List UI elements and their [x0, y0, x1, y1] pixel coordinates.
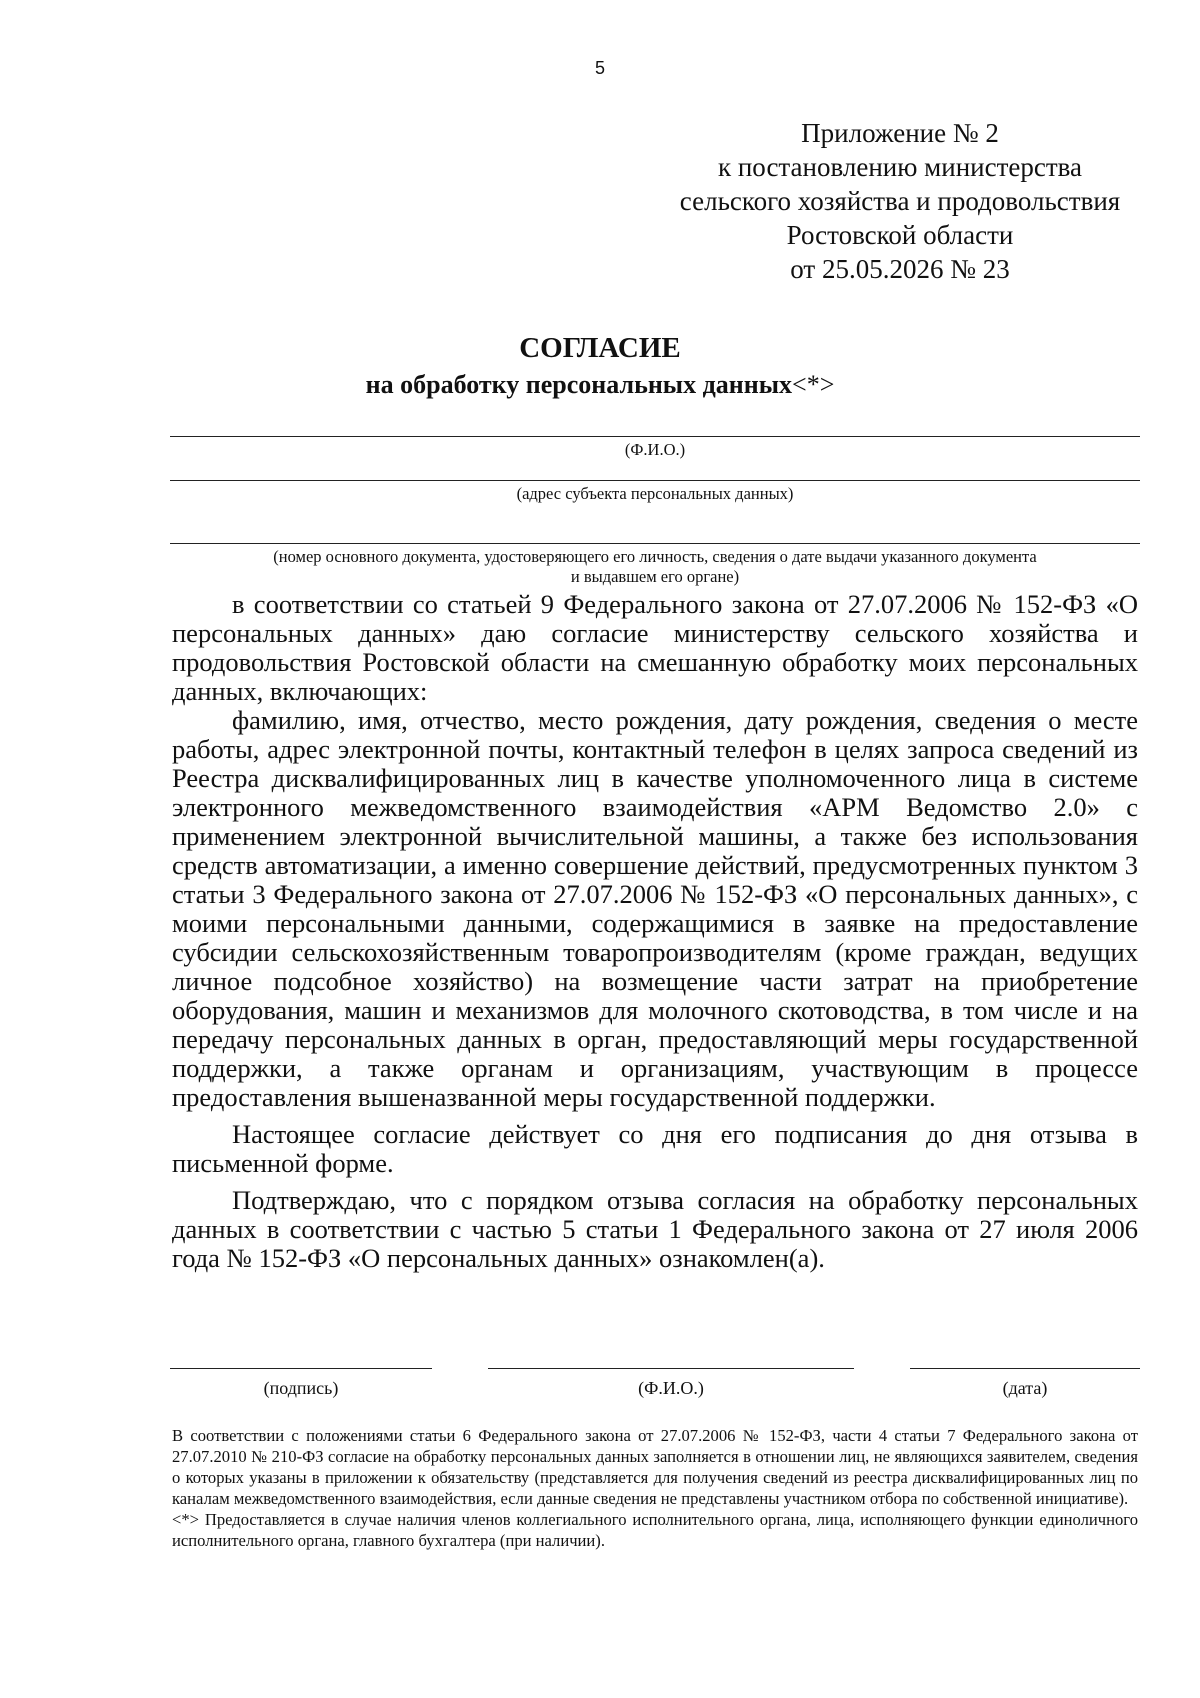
appendix-line: к постановлению министерства: [717, 152, 1083, 182]
document-caption-line: и выдавшем его органе): [570, 567, 740, 586]
signature-row: [170, 1368, 1140, 1408]
consent-body: [172, 590, 1138, 1273]
footnote: В соответствии с положениями статьи 6 Федерального закона от 27.07.2006 № 152-ФЗ, части 4 статьи 7 Федерального закона от 27.07.2010 № 210-ФЗ согласие на обработку персональных данных заполняется в отношении лиц, не являющихся заявителем, сведения о которых указаны в приложении к обязательству (представляется для получения сведений из реестра дисквалифицированных лиц по каналам межведомственного взаимодействия, если данные сведения не представлены участником отбора по собственной инициативе).: [172, 1426, 1138, 1508]
document-fill-line[interactable]: [170, 543, 1140, 544]
consent-paragraph: Подтверждаю, что с порядком отзыва согласия на обработку персональных данных в соответствии с частью 5 статьи 1 Федерального закона от 27 июля 2006 года № 152-ФЗ «О персональных данных» ознакомлен(а).: [172, 1185, 1138, 1273]
appendix-line: от 25.05.2026 № 23: [790, 254, 1010, 284]
consent-paragraph: фамилию, имя, отчество, место рождения, дату рождения, сведения о месте работы, адрес электронной почты, контактный телефон в целях запроса сведений из Реестра дисквалифицированных лиц в качестве уполномоченного лица в системе электронного межведомственного взаимодействия «АРМ Ведомство 2.0» с применением электронной вычислительной машины, а также без использования средств автоматизации, а именно совершение действий, предусмотренных пунктом 3 статьи 3 Федерального закона от 27.07.2006 № 152-ФЗ «О персональных данных», с моими персональными данными, содержащимися в заявке на предоставление субсидии сельскохозяйственным товаропроизводителям (кроме граждан, ведущих личное подсобное хозяйство) на возмещение части затрат на приобретение оборудования, машин и механизмов для молочного скотоводства, в том числе и на передачу персональных данных в орган, предоставляющий меры государственной поддержки, а также органам и организациям, участвующим в процессе предоставления вышеназванной меры государственной поддержки.: [172, 705, 1138, 1112]
page-number: 5: [594, 58, 605, 78]
footnote: <*> Предоставляется в случае наличия членов коллегиального исполнительного органа, лица, исполняющего функции единоличного исполнительного органа, главного бухгалтера (при наличии).: [172, 1510, 1138, 1550]
address-caption: (адрес субъекта персональных данных): [516, 484, 794, 503]
document-title: СОГЛАСИЕ: [519, 332, 681, 364]
document-subtitle: [0, 368, 1200, 402]
signature-line: [170, 1368, 432, 1369]
appendix-line: Приложение № 2: [801, 118, 999, 148]
fio-caption: (Ф.И.О.): [624, 440, 686, 459]
fio-label: (Ф.И.О.): [638, 1378, 704, 1398]
date-field[interactable]: [910, 1368, 1140, 1399]
fio-line: [488, 1368, 854, 1369]
appendix-header: [640, 116, 1160, 286]
date-line: [910, 1368, 1140, 1369]
consent-paragraph: Настоящее согласие действует со дня его подписания до дня отзыва в письменной форме.: [172, 1119, 1138, 1178]
fio-fill-line[interactable]: [170, 436, 1140, 437]
signature-label: (подпись): [263, 1378, 339, 1398]
consent-paragraph: в соответствии со статьей 9 Федерального закона от 27.07.2006 № 152-ФЗ «О персональных данных» даю согласие министерству сельского хозяйства и продовольствия Ростовской области на смешанную обработку моих персональных данных, включающих:: [172, 589, 1138, 706]
address-fill-line[interactable]: [170, 480, 1140, 481]
appendix-line: Ростовской области: [786, 220, 1014, 250]
footnotes: [172, 1425, 1138, 1551]
subtitle-footnote-mark: <*>: [792, 370, 835, 399]
document-caption: [170, 547, 1140, 587]
document-caption-line: (номер основного документа, удостоверяющего его личность, сведения о дате выдачи указанного документа: [273, 547, 1037, 566]
subtitle-text: на обработку персональных данных: [365, 370, 793, 399]
signer-fio-field[interactable]: [488, 1368, 854, 1399]
signature-field[interactable]: [170, 1368, 432, 1399]
appendix-line: сельского хозяйства и продовольствия: [679, 186, 1121, 216]
date-label: (дата): [1002, 1378, 1048, 1398]
